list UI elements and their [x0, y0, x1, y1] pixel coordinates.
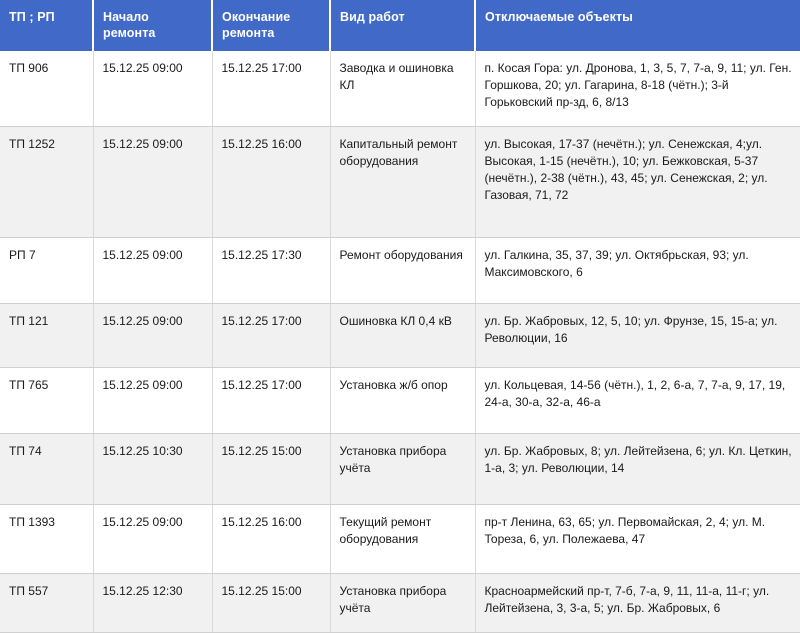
table-body — [0, 51, 800, 633]
column-header-affected-objects: Отключаемые объекты — [475, 0, 800, 51]
cell-repair-end: 15.12.25 17:00 — [212, 51, 330, 127]
table-row — [0, 304, 800, 368]
cell-work-type: Установка ж/б опор — [330, 368, 475, 434]
cell-repair-end: 15.12.25 17:30 — [212, 238, 330, 304]
table-header — [0, 0, 800, 51]
cell-work-type: Капитальный ремонт оборудования — [330, 127, 475, 238]
cell-affected-objects: ул. Бр. Жабровых, 12, 5, 10; ул. Фрунзе, 15, 15-а; ул. Революции, 16 — [475, 304, 800, 368]
table-row — [0, 51, 800, 127]
cell-substation: ТП 121 — [0, 304, 93, 368]
cell-repair-start: 15.12.25 09:00 — [93, 304, 212, 368]
cell-substation: ТП 906 — [0, 51, 93, 127]
cell-work-type: Установка прибора учёта — [330, 434, 475, 505]
cell-affected-objects: ул. Бр. Жабровых, 8; ул. Лейтейзена, 6; ул. Кл. Цеткин, 1-а, 3; ул. Революции, 14 — [475, 434, 800, 505]
cell-repair-end: 15.12.25 15:00 — [212, 574, 330, 633]
cell-substation: ТП 74 — [0, 434, 93, 505]
column-header-repair-start: Начало ремонта — [93, 0, 212, 51]
cell-substation: ТП 765 — [0, 368, 93, 434]
cell-work-type: Установка прибора учёта — [330, 574, 475, 633]
cell-substation: ТП 1252 — [0, 127, 93, 238]
cell-affected-objects: ул. Высокая, 17-37 (нечётн.); ул. Сенежская, 4;ул. Высокая, 1-15 (нечётн.), 10; ул. Бежковская, 5-37 (нечётн.), 2-38 (чётн.), 43, 45; ул. Сенежская, 2; ул. Газовая, 71, 72 — [475, 127, 800, 238]
column-header-work-type: Вид работ — [330, 0, 475, 51]
cell-repair-start: 15.12.25 09:00 — [93, 238, 212, 304]
table-row — [0, 434, 800, 505]
cell-repair-start: 15.12.25 10:30 — [93, 434, 212, 505]
cell-repair-start: 15.12.25 09:00 — [93, 127, 212, 238]
cell-repair-end: 15.12.25 17:00 — [212, 368, 330, 434]
cell-work-type: Ремонт оборудования — [330, 238, 475, 304]
cell-affected-objects: ул. Галкина, 35, 37, 39; ул. Октябрьская, 93; ул. Максимовского, 6 — [475, 238, 800, 304]
cell-repair-end: 15.12.25 15:00 — [212, 434, 330, 505]
cell-repair-end: 15.12.25 16:00 — [212, 505, 330, 574]
column-header-substation: ТП ; РП — [0, 0, 93, 51]
cell-repair-end: 15.12.25 16:00 — [212, 127, 330, 238]
cell-affected-objects: Красноармейский пр-т, 7-б, 7-а, 9, 11, 11-а, 11-г; ул. Лейтейзена, 3, 3-а, 5; ул. Бр. Жабровых, 6 — [475, 574, 800, 633]
cell-substation: ТП 1393 — [0, 505, 93, 574]
cell-work-type: Ошиновка КЛ 0,4 кВ — [330, 304, 475, 368]
cell-affected-objects: ул. Кольцевая, 14-56 (чётн.), 1, 2, 6-а, 7, 7-а, 9, 17, 19, 24-а, 30-а, 32-а, 46-а — [475, 368, 800, 434]
cell-repair-start: 15.12.25 09:00 — [93, 51, 212, 127]
cell-substation: РП 7 — [0, 238, 93, 304]
table-row — [0, 238, 800, 304]
cell-affected-objects: пр-т Ленина, 63, 65; ул. Первомайская, 2, 4; ул. М. Тореза, 6, ул. Полежаева, 47 — [475, 505, 800, 574]
table-row — [0, 368, 800, 434]
cell-work-type: Заводка и ошиновка КЛ — [330, 51, 475, 127]
cell-repair-start: 15.12.25 09:00 — [93, 505, 212, 574]
table-row — [0, 127, 800, 238]
cell-affected-objects: п. Косая Гора: ул. Дронова, 1, 3, 5, 7, 7-а, 9, 11; ул. Ген. Горшкова, 20; ул. Гагарина, 8-18 (чётн.); 3-й Горьковский пр-зд, 6, 8/13 — [475, 51, 800, 127]
column-header-repair-end: Окончание ремонта — [212, 0, 330, 51]
table-header-row — [0, 0, 800, 51]
cell-work-type: Текущий ремонт оборудования — [330, 505, 475, 574]
cell-repair-end: 15.12.25 17:00 — [212, 304, 330, 368]
table-row — [0, 505, 800, 574]
cell-repair-start: 15.12.25 09:00 — [93, 368, 212, 434]
cell-repair-start: 15.12.25 12:30 — [93, 574, 212, 633]
cell-substation: ТП 557 — [0, 574, 93, 633]
